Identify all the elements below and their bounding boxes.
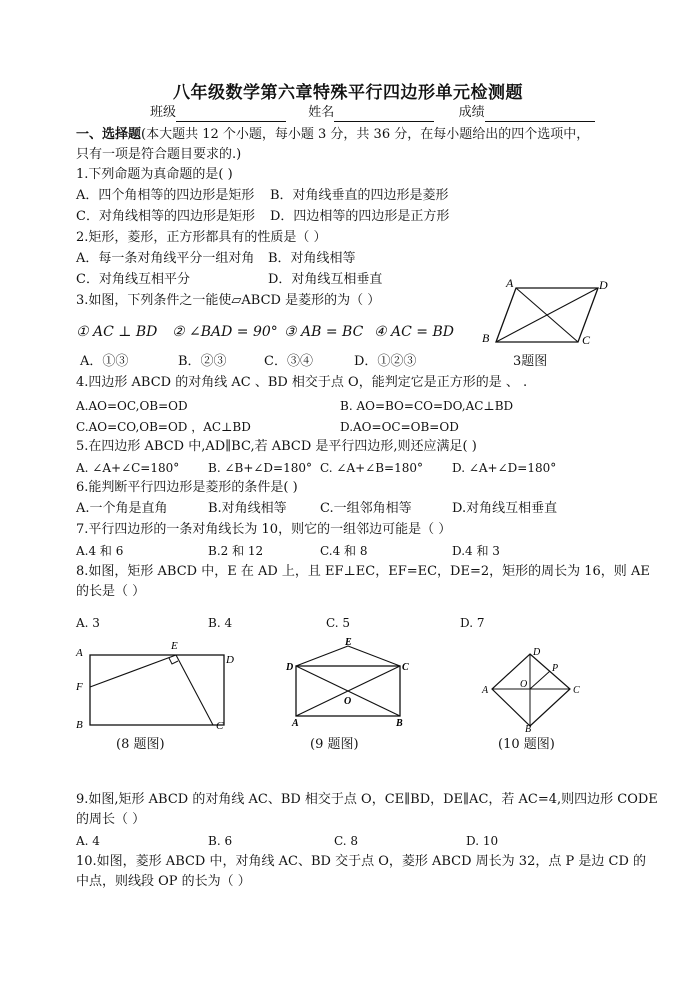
q1-option-b[interactable]: B．对角线垂直的四边形是菱形 [270,188,449,203]
q3-label-d: D [599,278,608,292]
class-blank[interactable] [176,107,286,122]
q8-label-e: E [171,640,178,652]
q1-option-a[interactable]: A．四个角相等的四边形是矩形 [76,188,255,203]
q5-stem: 5.在四边形 ABCD 中,AD∥BC,若 ABCD 是平行四边形,则还应满足( ) [76,439,477,454]
q8-label-b: B [76,719,83,731]
q8-option-c[interactable]: C. 5 [326,616,351,630]
name-blank[interactable] [334,107,434,122]
q3-option-c[interactable]: C．③④ [264,354,313,369]
q10-label-c: C [573,685,580,696]
q9-option-c[interactable]: C. 8 [334,834,359,848]
q9-option-a[interactable]: A. 4 [76,834,100,848]
q5-option-a[interactable]: A. ∠A+∠C=180° [76,461,180,475]
q3-stem: 3.如图，下列条件之一能使▱ABCD 是菱形的为（ ） [76,293,381,308]
q10-segment-op [530,671,550,689]
q8-fig-caption: (8 题图) [116,737,165,752]
q8-figure [72,638,242,734]
q9-label-d: D [286,662,294,673]
q8-rectangle [90,655,224,725]
q10-label-p: P [552,663,559,674]
q7-option-d[interactable]: D.4 和 3 [452,544,500,558]
q8-option-d[interactable]: D. 7 [460,616,485,630]
q2-option-d[interactable]: D．对角线互相垂直 [268,272,383,287]
q8-option-a[interactable]: A. 3 [76,616,100,630]
q2-option-a[interactable]: A．每一条对角线平分一组对角 [76,251,255,266]
section-intro: (本大题共 12 个小题，每小题 3 分，共 36 分，在每小题给出的四个选项中， [141,127,590,142]
q5-option-c[interactable]: C. ∠A+∠B=180° [320,461,423,475]
q3-condition-2: ② ∠BAD = 90° [172,324,278,340]
q10-label-a: A [482,685,489,696]
q9-label-e: E [345,637,352,648]
q6-stem: 6.能判断平行四边形是菱形的条件是( ) [76,480,298,495]
q3-label-b: B [482,331,490,345]
q3-figure [478,272,618,352]
q9-fig-caption: (9 题图) [310,737,359,752]
q8-right-angle-mark [169,658,178,664]
q3-option-d[interactable]: D．①②③ [354,354,417,369]
q10-label-o: O [520,679,528,690]
q9-stem: 9.如图,矩形 ABCD 的对角线 AC、BD 相交于点 O，CE∥BD，DE∥AC，若 AC=4,则四边形 CODE [76,792,658,807]
q9-option-d[interactable]: D. 10 [466,834,499,848]
q10-fig-caption: (10 题图) [498,737,555,752]
q10-label-b: B [525,724,532,732]
q4-stem: 4.四边形 ABCD 的对角线 AC 、BD 相交于点 O，能判定它是正方形的是 、 . [76,375,528,390]
q8-stem: 8.如图，矩形 ABCD 中，E 在 AD 上，且 EF⊥EC，EF=EC，DE=2，矩形的周长为 16，则 AE [76,564,650,579]
q3-condition-3: ③ AB = BC [284,324,364,340]
q5-option-b[interactable]: B. ∠B+∠D=180° [208,461,313,475]
q6-option-a[interactable]: A.一个角是直角 [76,501,168,516]
q10-stem: 10.如图，菱形 ABCD 中，对角线 AC、BD 交于点 O，菱形 ABCD 周长为 32，点 P 是边 CD 的 [76,854,646,869]
q4-option-a[interactable]: A.AO=OC,OB=OD [76,399,188,413]
q6-option-d[interactable]: D.对角线互相垂直 [452,501,558,516]
q9-label-b: B [396,718,403,728]
header-line [150,104,595,122]
q3-label-c: C [582,333,591,347]
q7-option-c[interactable]: C.4 和 8 [320,544,368,558]
q8-label-d: D [226,654,234,666]
q3-option-b[interactable]: B．②③ [178,354,227,369]
q8-option-b[interactable]: B. 4 [208,616,233,630]
q8-label-f: F [76,681,83,693]
q9-figure [282,636,418,728]
q8-label-a: A [76,647,83,659]
q7-option-a[interactable]: A.4 和 6 [76,544,124,558]
class-label: 班级 [150,105,177,120]
q2-stem: 2.矩形，菱形，正方形都具有的性质是（ ） [76,230,327,245]
name-label: 姓名 [308,105,335,120]
section-heading [76,126,589,144]
q10-stem-2: 中点，则线段 OP 的长为（ ） [76,874,251,889]
q1-option-d[interactable]: D．四边相等的四边形是正方形 [270,209,450,224]
q4-option-b[interactable]: B. AO=BO=CO=DO,AC⊥BD [340,399,514,413]
q10-label-d: D [533,647,541,658]
q4-option-d[interactable]: D.AO=OC=OB=OD [340,420,459,434]
score-blank[interactable] [485,107,595,122]
q1-option-c[interactable]: C．对角线相等的四边形是矩形 [76,209,255,224]
q3-label-a: A [506,276,514,290]
q3-condition-4: ④ AC = BD [374,324,454,340]
q9-option-b[interactable]: B. 6 [208,834,233,848]
q9-segment-de [296,646,348,666]
q2-option-b[interactable]: B．对角线相等 [268,251,356,266]
q9-label-c: C [402,662,409,673]
q6-option-b[interactable]: B.对角线相等 [208,501,287,516]
score-label: 成绩 [458,105,485,120]
page-title: 八年级数学第六章特殊平行四边形单元检测题 [173,83,523,103]
q7-stem: 7.平行四边形的一条对角线长为 10，则它的一组邻边可能是（ ） [76,522,452,537]
q8-segment-ec [176,655,213,725]
q9-segment-ec [348,646,400,666]
q10-figure [478,640,590,732]
q8-segment-fe [90,655,176,687]
q4-option-c[interactable]: C.AO=CO,OB=OD ，AC⊥BD [76,420,251,434]
q5-option-d[interactable]: D. ∠A+∠D=180° [452,461,557,475]
section-intro-2: 只有一项是符合题目要求的.) [76,147,242,162]
q2-option-c[interactable]: C．对角线互相平分 [76,272,190,287]
q1-stem: 1.下列命题为真命题的是( ) [76,167,233,182]
q9-label-a: A [292,718,299,728]
section-title: 一、选择题 [76,127,142,142]
q8-label-c: C [216,720,224,732]
q3-condition-1: ① AC ⊥ BD [76,324,158,340]
q7-option-b[interactable]: B.2 和 12 [208,544,264,558]
q8-stem-2: 的长是（ ） [76,584,146,599]
q3-option-a[interactable]: A．①③ [80,354,129,369]
q9-stem-2: 的周长（ ） [76,812,146,827]
q9-label-o: O [344,696,352,707]
q6-option-c[interactable]: C.一组邻角相等 [320,501,412,516]
q10-rhombus [492,654,570,726]
q3-fig-caption: 3题图 [513,354,548,369]
